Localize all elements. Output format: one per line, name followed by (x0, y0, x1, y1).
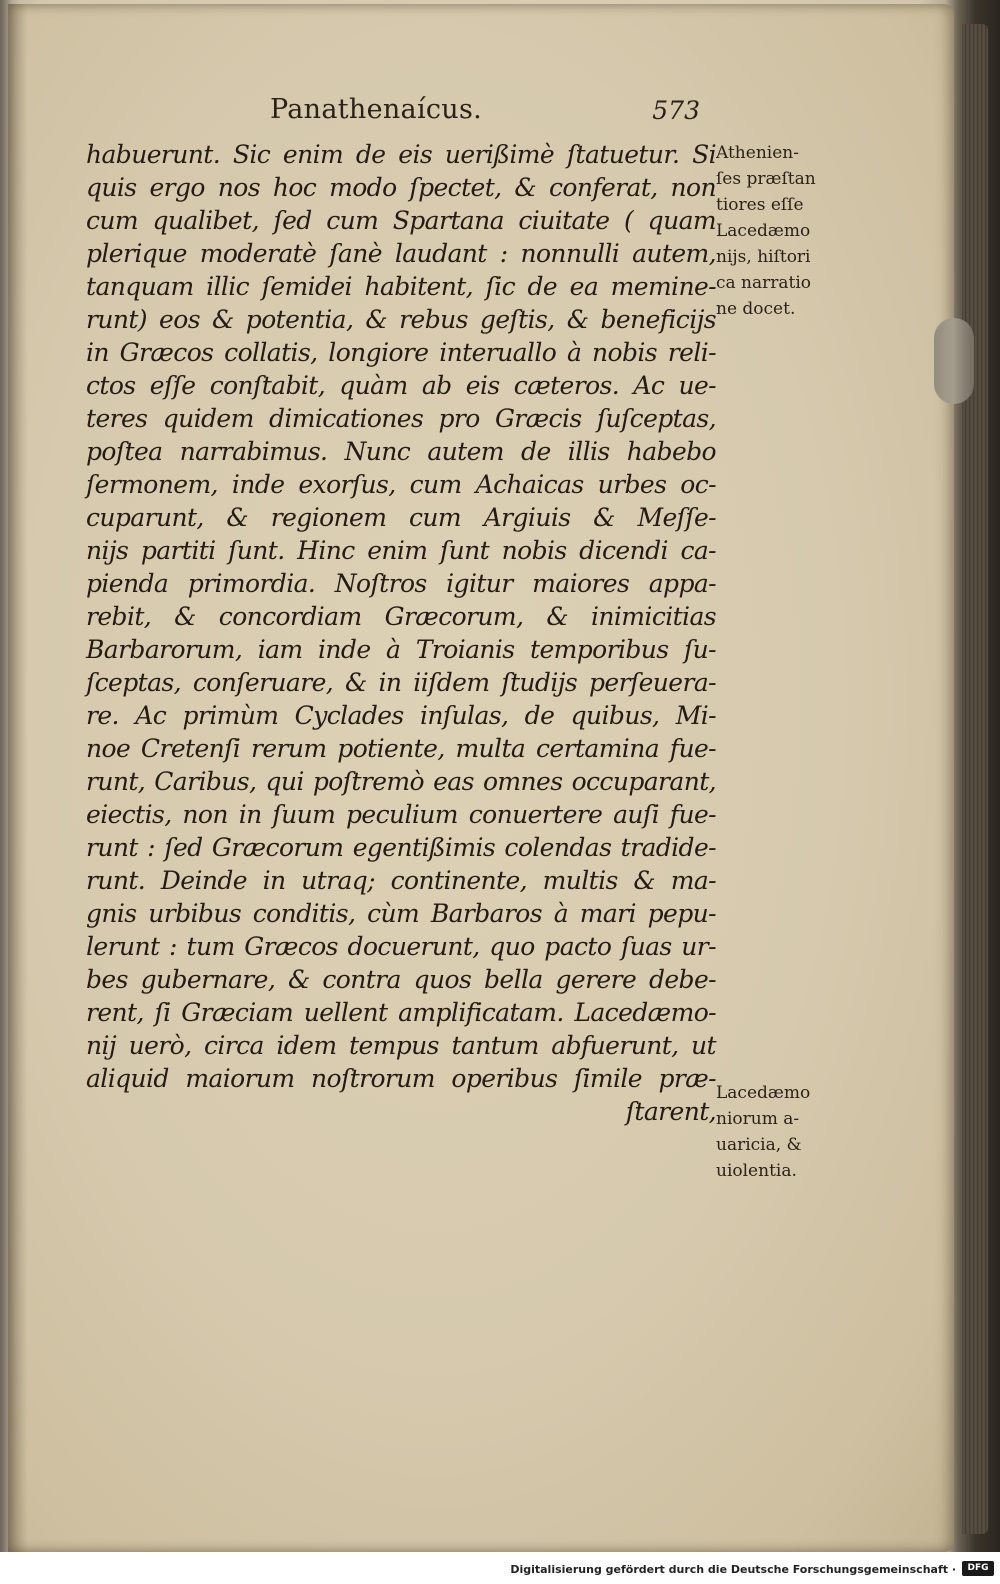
margin-note-line: uiolentia. (716, 1161, 797, 1181)
margin-note-line: Lacedæmo (716, 221, 811, 241)
text-line: lerunt : tum Græcos docuerunt, quo pacto ſuas ur- (86, 932, 716, 961)
text-line: eiectis, non in ſuum peculium conuertere auſi fue- (86, 800, 716, 829)
digitization-footer (0, 1552, 1000, 1584)
text-line: ctos eſſe conſtabit, quàm ab eis cæteros. Ac ue- (86, 371, 716, 400)
text-line: habuerunt. Sic enim de eis uerißimè ſtatuetur. Si (86, 140, 716, 169)
running-header (270, 94, 700, 138)
funding-credit: Digitalisierung gefördert durch die Deutsche Forschungsgemeinschaft · (510, 1563, 956, 1576)
margin-note-athenians (716, 140, 846, 322)
text-line: noe Cretenſi rerum potiente, multa certamina fue- (86, 734, 716, 763)
text-line: rent, ſi Græciam uellent amplificatam. Lacedæmo- (86, 998, 716, 1027)
text-line: cum qualibet, ſed cum Spartana ciuitate ( quam (86, 206, 716, 235)
margin-note-line: tiores eſſe (716, 195, 804, 215)
text-line: in Græcos collatis, longiore interuallo à nobis reli- (86, 338, 716, 367)
page-clip (934, 318, 974, 404)
text-line: quis ergo nos hoc modo ſpectet, & conferat, non (86, 173, 716, 202)
text-line: runt : ſed Græcorum egentißimis colendas tradide- (86, 833, 716, 862)
margin-note-line: ſes præſtan (716, 169, 816, 189)
margin-note-line: nijs, hiſtori (716, 247, 811, 267)
text-line: rebit, & concordiam Græcorum, & inimicitias (86, 602, 716, 631)
text-line: nij uerò, circa idem tempus tantum abfuerunt, ut (86, 1031, 716, 1060)
page-stack-edge (962, 24, 988, 1534)
page-number: 573 (652, 96, 700, 125)
text-line: pienda primordia. Noſtros igitur maiores appa- (86, 569, 716, 598)
text-line: runt. Deinde in utraq; continente, multis & ma- (86, 866, 716, 895)
text-line: ſceptas, conſeruare, & in iiſdem ſtudijs perſeuera- (86, 668, 716, 697)
text-line: poſtea narrabimus. Nunc autem de illis habebo (86, 437, 716, 466)
dfg-logo: DFG (962, 1561, 994, 1576)
margin-note-line: niorum a- (716, 1109, 800, 1129)
running-title: Panathenaícus. (270, 94, 483, 125)
text-line: tanquam illic ſemidei habitent, ſic de ea memine- (86, 272, 716, 301)
text-line-catchword: ſtarent, (625, 1097, 716, 1126)
text-line: teres quidem dimicationes pro Græcis ſuſceptas, (86, 404, 716, 433)
gutter-shadow (8, 4, 28, 1552)
text-line: runt, Caribus, qui poſtremò eas omnes occuparant, (86, 767, 716, 796)
text-line: aliquid maiorum noſtrorum operibus ſimile præ- (86, 1064, 716, 1093)
margin-note-line: Athenien- (716, 143, 799, 163)
text-line: gnis urbibus conditis, cùm Barbaros à mari pepu- (86, 899, 716, 928)
margin-note-line: Lacedæmo (716, 1083, 811, 1103)
margin-note-line: uaricia, & (716, 1135, 802, 1155)
text-line: runt) eos & potentia, & rebus geſtis, & beneficijs (86, 305, 716, 334)
margin-note-lacedaemonians (716, 1080, 846, 1184)
text-line: cuparunt, & regionem cum Argiuis & Meſſe- (86, 503, 716, 532)
margin-note-line: ne docet. (716, 299, 796, 319)
margin-note-line: ca narratio (716, 273, 812, 293)
text-line: plerique moderatè ſanè laudant : nonnulli autem, (86, 239, 716, 268)
text-line: Barbarorum, iam inde à Troianis temporibus ſu- (86, 635, 716, 664)
text-line: re. Ac primùm Cyclades inſulas, de quibus, Mi- (86, 701, 716, 730)
text-line: ſermonem, inde exorſus, cum Achaicas urbes oc- (86, 470, 716, 499)
text-line: nijs partiti ſunt. Hinc enim ſunt nobis dicendi ca- (86, 536, 716, 565)
main-text-block (86, 138, 716, 1128)
text-line: bes gubernare, & contra quos bella gerere debe- (86, 965, 716, 994)
